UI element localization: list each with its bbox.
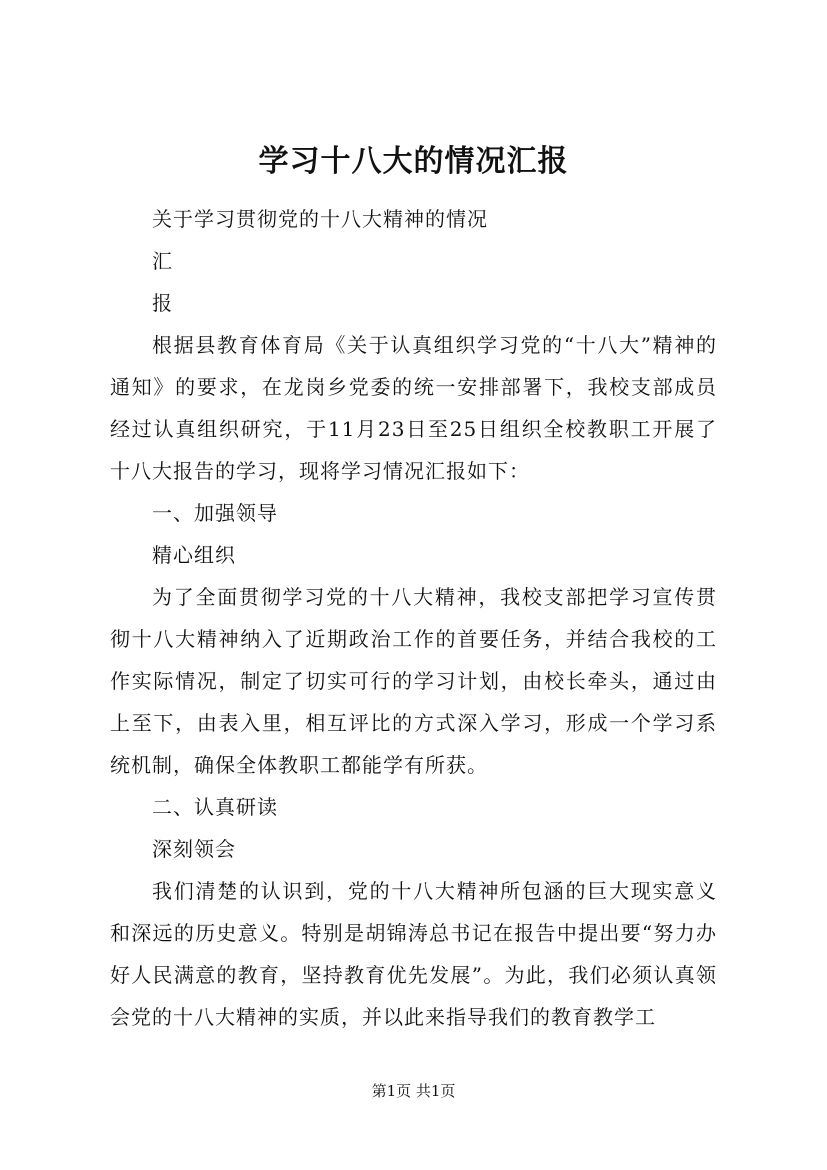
section-subheading: 深刻领会: [152, 837, 236, 861]
intro-paragraph: 根据县教育体育局《关于认真组织学习党的“十八大”精神的通知》的要求，在龙岗乡党委的统一安排部署下，我校支部成员经过认真组织研究，于11月23日至25日组织全校教职工开展了十八大报告的学习，现将学习情况汇报如下：: [110, 333, 717, 483]
subtitle-line: 关于学习贯彻党的十八大精神的情况: [152, 207, 488, 231]
section-heading: 一、加强领导: [152, 501, 278, 525]
section-paragraph: 为了全面贯彻学习党的十八大精神，我校支部把学习宣传贯彻十八大精神纳入了近期政治工作的首要任务，并结合我校的工作实际情况，制定了切实可行的学习计划，由校长牵头，通过由上至下，由表入里，相互评比的方式深入学习，形成一个学习系统机制，确保全体教职工都能学有所获。: [110, 585, 717, 777]
subtitle-line: 报: [152, 291, 173, 315]
section-heading: 二、认真研读: [152, 795, 278, 819]
section-subheading: 精心组织: [152, 543, 236, 567]
subtitle-line: 汇: [152, 249, 173, 273]
section-paragraph: 我们清楚的认识到，党的十八大精神所包涵的巨大现实意义和深远的历史意义。特别是胡锦涛总书记在报告中提出要“努力办好人民满意的教育，坚持教育优先发展”。为此，我们必须认真领会党的十八大精神的实质，并以此来指导我们的教育教学工: [110, 879, 717, 1029]
document-title: 学习十八大的情况汇报: [258, 144, 569, 179]
page-footer: 第1页 共1页: [371, 1082, 456, 1100]
